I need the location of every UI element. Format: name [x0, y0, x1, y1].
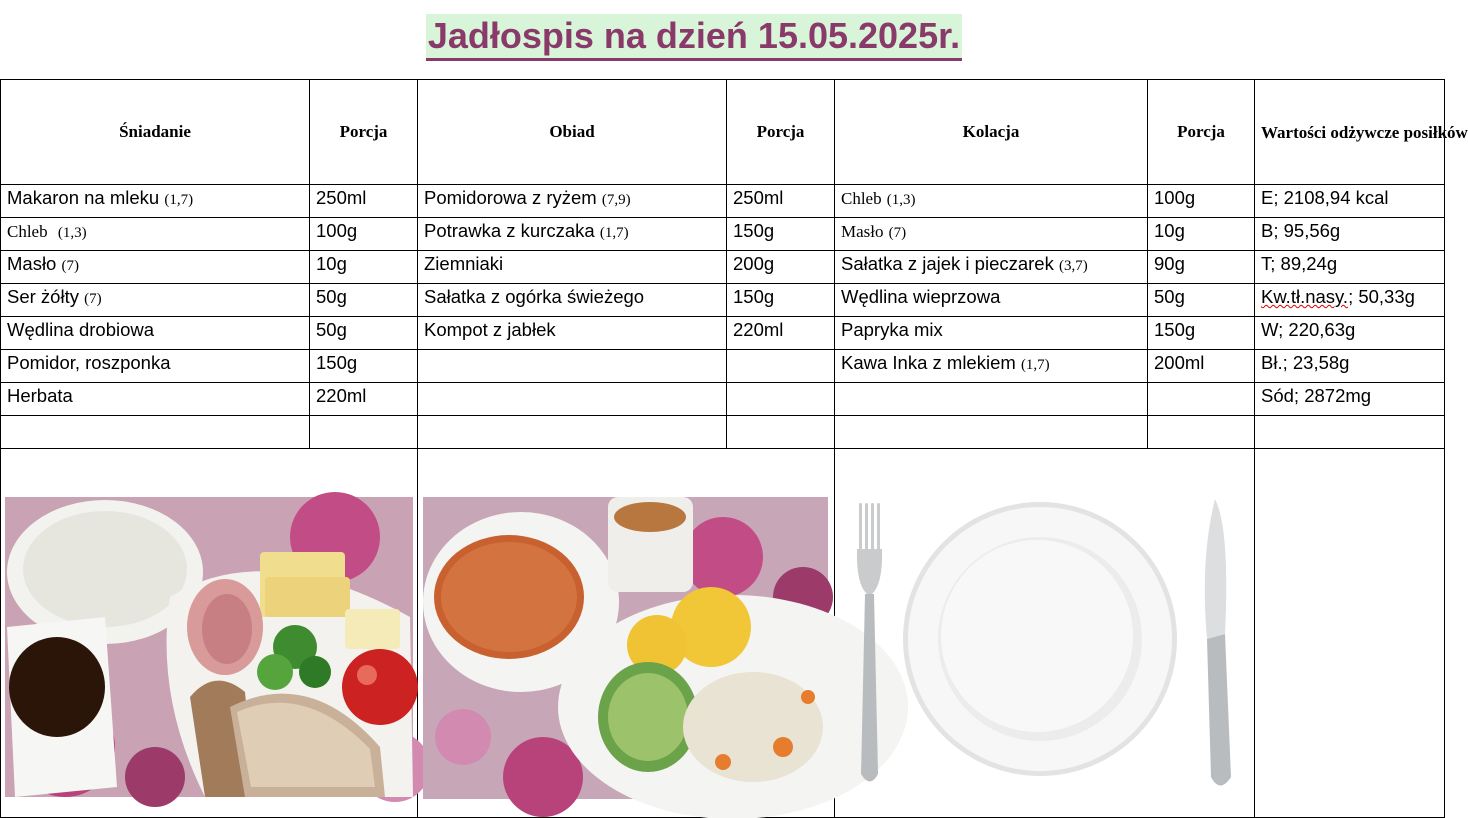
header-dinner: Kolacja	[835, 80, 1148, 185]
item-name: Sałatka z ogórka świeżego	[424, 286, 645, 307]
nutrition-protein: B; 95,56g	[1255, 218, 1445, 251]
dinner-portion: 150g	[1148, 317, 1255, 350]
dinner-portion: 200ml	[1148, 350, 1255, 383]
lunch-photo	[423, 497, 828, 799]
dinner-portion: 90g	[1148, 251, 1255, 284]
item-name: Pomidorowa z ryżem	[424, 187, 597, 208]
lunch-item	[418, 317, 727, 350]
breakfast-item	[1, 317, 310, 350]
item-name: Wędlina wieprzowa	[841, 286, 1001, 307]
breakfast-portion: 250ml	[310, 185, 418, 218]
allergens: (7,9)	[601, 192, 631, 208]
spellcheck-flagged-label: Kw.tł.nasy.	[1261, 286, 1349, 307]
item-name: Wędlina drobiowa	[7, 319, 155, 340]
table-row-empty	[1, 416, 1445, 449]
empty-cell	[727, 416, 835, 449]
allergens: (7)	[61, 258, 79, 274]
breakfast-portion: 50g	[310, 284, 418, 317]
empty-plate-cutlery-image	[845, 499, 1245, 791]
item-name: Chleb	[7, 222, 48, 241]
lunch-portion-empty	[727, 350, 835, 383]
dinner-item-empty	[835, 383, 1148, 416]
header-portion: Porcja	[1148, 80, 1255, 185]
lunch-item	[418, 251, 727, 284]
allergens: (7)	[84, 291, 102, 307]
breakfast-photo	[5, 497, 413, 797]
allergens: (1,7)	[599, 225, 629, 241]
item-name: Masło	[7, 253, 57, 274]
lunch-portion-empty	[727, 383, 835, 416]
table-row	[1, 350, 1445, 383]
photos-row	[1, 449, 1445, 818]
empty-cell	[835, 416, 1148, 449]
breakfast-photo-cell	[1, 449, 418, 818]
breakfast-portion: 10g	[310, 251, 418, 284]
header-row	[1, 80, 1445, 185]
nutrition-fiber: Bł.; 23,58g	[1255, 350, 1445, 383]
breakfast-item	[1, 185, 310, 218]
header-portion: Porcja	[310, 80, 418, 185]
nutrition-carbs: W; 220,63g	[1255, 317, 1445, 350]
dinner-portion-empty	[1148, 383, 1255, 416]
item-name: Ziemniaki	[424, 253, 504, 274]
lunch-tray-image	[423, 497, 828, 799]
lunch-portion: 150g	[727, 218, 835, 251]
item-name: Herbata	[7, 385, 73, 406]
lunch-item-empty	[418, 383, 727, 416]
table-row	[1, 185, 1445, 218]
allergens: (1,7)	[1020, 357, 1050, 373]
breakfast-portion: 220ml	[310, 383, 418, 416]
header-breakfast: Śniadanie	[1, 80, 310, 185]
dinner-portion: 50g	[1148, 284, 1255, 317]
allergens: (7)	[888, 225, 907, 241]
saturated-value: ; 50,33g	[1348, 286, 1415, 307]
nutrition-saturated-fat	[1255, 284, 1445, 317]
table-row	[1, 383, 1445, 416]
lunch-portion: 150g	[727, 284, 835, 317]
allergens: (1,7)	[164, 192, 194, 208]
dinner-illustration	[845, 499, 1245, 791]
allergens: (3,7)	[1059, 258, 1088, 274]
item-name: Potrawka z kurczaka	[424, 220, 595, 241]
item-name: Chleb	[841, 189, 882, 208]
lunch-photo-cell	[418, 449, 835, 818]
breakfast-item	[1, 350, 310, 383]
dinner-item	[835, 185, 1148, 218]
header-nutrition: Wartości odżywcze posiłków	[1255, 80, 1445, 185]
item-name: Ser żółty	[7, 286, 79, 307]
allergens: (1,3)	[57, 225, 87, 241]
dinner-item	[835, 317, 1148, 350]
breakfast-tray-image	[5, 497, 413, 797]
table-row	[1, 284, 1445, 317]
item-name: Papryka mix	[841, 319, 943, 340]
lunch-item-empty	[418, 350, 727, 383]
empty-cell	[418, 416, 727, 449]
dinner-item	[835, 218, 1148, 251]
empty-cell	[310, 416, 418, 449]
dinner-item	[835, 284, 1148, 317]
breakfast-portion: 50g	[310, 317, 418, 350]
dinner-photo-cell	[835, 449, 1255, 818]
item-name: Kompot z jabłek	[424, 319, 556, 340]
nutrition-sodium: Sód; 2872mg	[1255, 383, 1445, 416]
table-row	[1, 317, 1445, 350]
lunch-item	[418, 218, 727, 251]
lunch-item	[418, 185, 727, 218]
menu-table	[0, 79, 1468, 818]
table-row	[1, 218, 1445, 251]
nutrition-energy: E; 2108,94 kcal	[1255, 185, 1445, 218]
item-name: Makaron na mleku	[7, 187, 160, 208]
item-name: Sałatka z jajek i pieczarek	[841, 253, 1054, 274]
nutrition-fat: T; 89,24g	[1255, 251, 1445, 284]
header-portion: Porcja	[727, 80, 835, 185]
lunch-portion: 220ml	[727, 317, 835, 350]
breakfast-item	[1, 284, 310, 317]
item-name: Kawa Inka z mlekiem	[841, 352, 1016, 373]
empty-cell	[1148, 416, 1255, 449]
lunch-item	[418, 284, 727, 317]
item-name: Masło	[841, 222, 884, 241]
title-wrapper	[0, 14, 1388, 61]
breakfast-item	[1, 218, 310, 251]
dinner-portion: 100g	[1148, 185, 1255, 218]
dinner-item	[835, 350, 1148, 383]
table-row	[1, 251, 1445, 284]
allergens: (1,3)	[886, 192, 916, 208]
nutrition-photo-cell-empty	[1255, 449, 1445, 818]
dinner-portion: 10g	[1148, 218, 1255, 251]
lunch-portion: 200g	[727, 251, 835, 284]
page-title: Jadłospis na dzień 15.05.2025r.	[426, 14, 962, 61]
breakfast-item	[1, 383, 310, 416]
breakfast-portion: 100g	[310, 218, 418, 251]
breakfast-portion: 150g	[310, 350, 418, 383]
dinner-item	[835, 251, 1148, 284]
item-name: Pomidor, roszponka	[7, 352, 171, 373]
header-lunch: Obiad	[418, 80, 727, 185]
breakfast-item	[1, 251, 310, 284]
empty-cell	[1, 416, 310, 449]
lunch-portion: 250ml	[727, 185, 835, 218]
empty-cell	[1255, 416, 1445, 449]
